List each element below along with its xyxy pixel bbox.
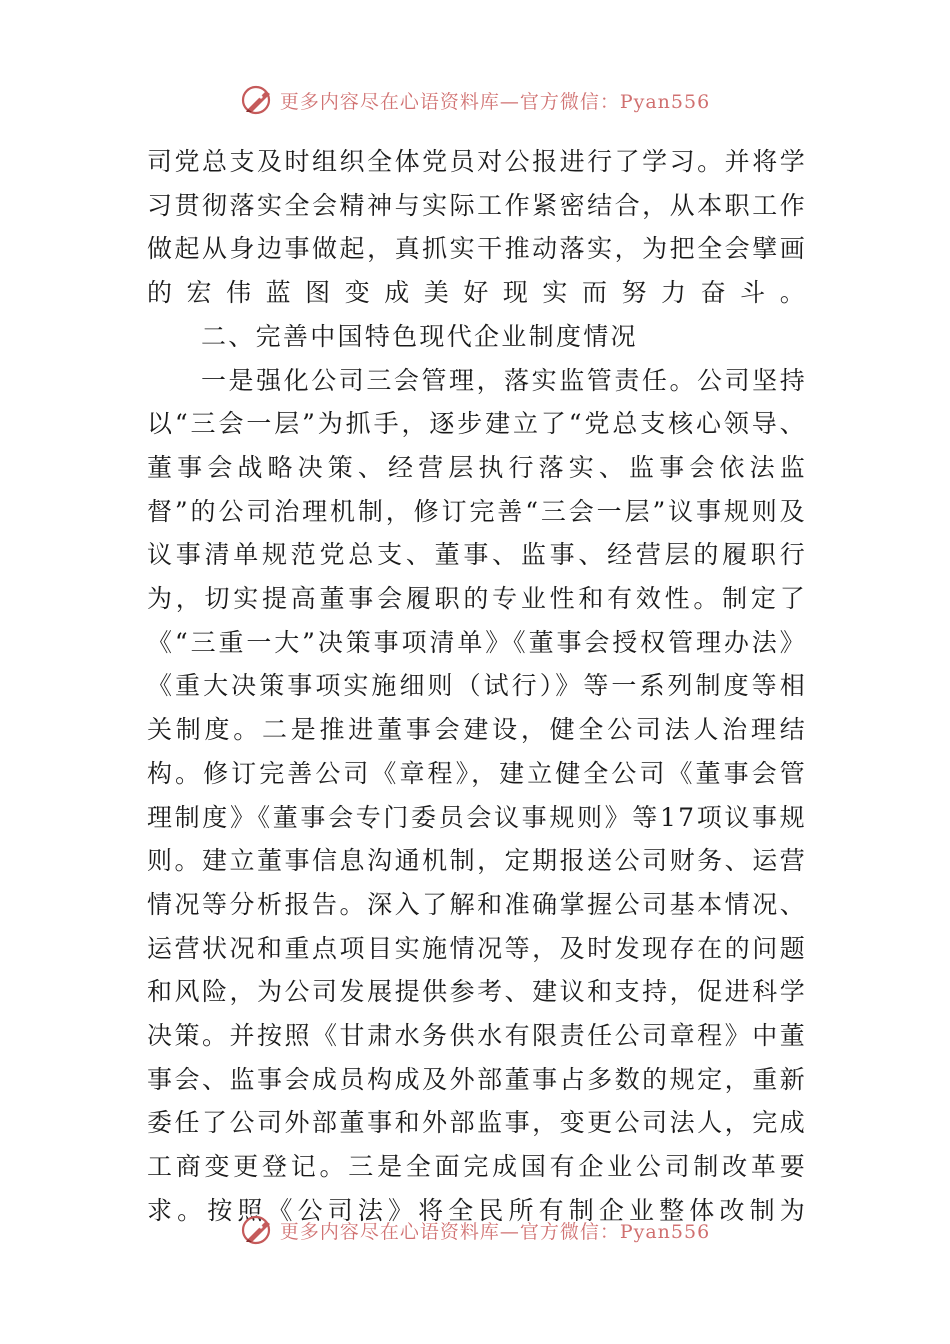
pen-nib-circle-icon	[240, 1212, 276, 1248]
body-paragraph-1: 司党总支及时组织全体党员对公报进行了学习。并将学习贯彻落实全会精神与实际工作紧密结合，从本职工作做起从身边事做起，真抓实干推动落实，为把全会擘画的宏伟蓝图变成美好现实而努力奋斗。	[147, 147, 807, 308]
footer-banner-text: 更多内容尽在心语资料库—官方微信：Pyan556	[279, 1220, 711, 1243]
section-heading: 二、完善中国特色现代企业制度情况	[201, 321, 638, 351]
header-banner-text: 更多内容尽在心语资料库—官方微信：Pyan556	[279, 90, 711, 113]
footer-banner	[0, 1210, 950, 1250]
document-body	[147, 140, 807, 1233]
header-banner	[0, 80, 950, 120]
pen-nib-circle-icon	[240, 82, 276, 118]
body-paragraph-2: 一是强化公司三会管理，落实监管责任。公司坚持以“三会一层”为抓手，逐步建立了“党总支核心领导、董事会战略决策、经营层执行落实、监事会依法监督”的公司治理机制，修订完善“三会一层”议事规则及议事清单规范党总支、董事、监事、经营层的履职行为，切实提高董事会履职的专业性和有效性。制定了《“三重一大”决策事项清单》《董事会授权管理办法》《重大决策事项实施细则（试行）》等一系列制度等相关制度。二是推进董事会建设，健全公司法人治理结构。修订完善公司《章程》，建立健全公司《董事会管理制度》《董事会专门委员会议事规则》等17项议事规则。建立董事信息沟通机制，定期报送公司财务、运营情况等分析报告。深入了解和准确掌握公司基本情况、运营状况和重点项目实施情况等，及时发现存在的问题和风险，为公司发展提供参考、建议和支持，促进科学决策。并按照《甘肃水务供水有限责任公司章程》中董事会、监事会成员构成及外部董事占多数的规定，重新委任了公司外部董事和外部监事，变更公司法人，完成工商变更登记。三是全面完成国有企业公司制改革要求。按照《公司法》将全民所有制企业整体改制为	[147, 365, 807, 1225]
